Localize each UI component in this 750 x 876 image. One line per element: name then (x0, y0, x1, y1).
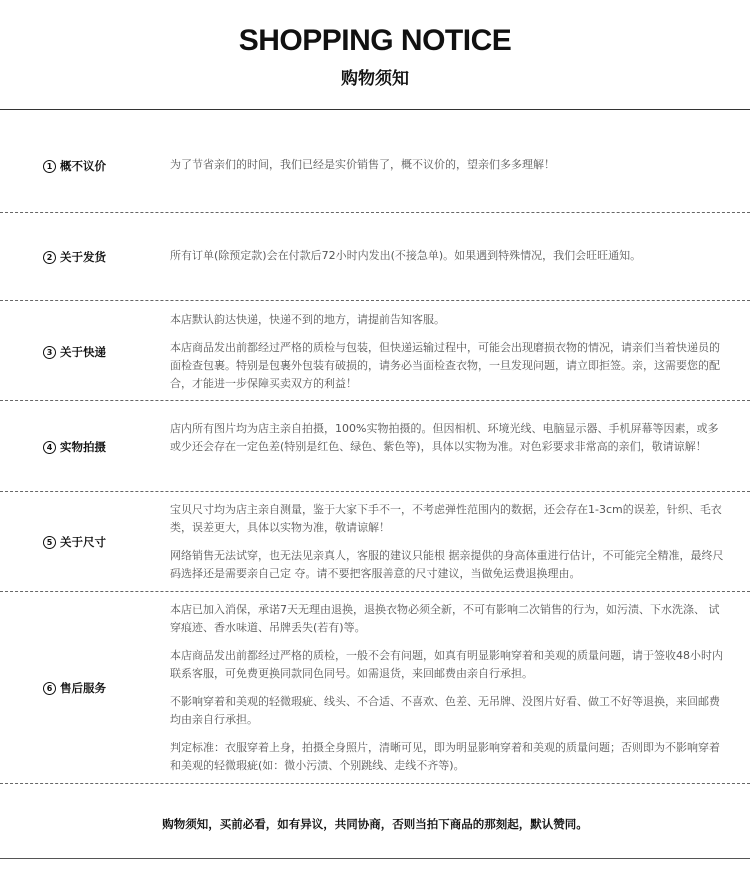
section-label: 6 售后服务 (43, 680, 106, 696)
section-number: 2 (43, 251, 56, 264)
section-paragraph: 判定标准：衣服穿着上身，拍摄全身照片，清晰可见，即为明显影响穿着和美观的质量问题；否则即为不影响穿着和美观的轻微瑕疵(如：微小污渍、个别跳线、走线不齐等)。 (170, 741, 720, 772)
section-label: 3 关于快递 (43, 344, 106, 360)
section-paragraph: 所有订单(除预定款)会在付款后72小时内发出(不接急单)。如果遇到特殊情况，我们会旺旺通知。 (170, 249, 642, 262)
section-paragraph: 店内所有图片均为店主亲自拍摄，100%实物拍摄的。但因相机、环境光线、电脑显示器、手机屏幕等因素，或多或少还会存在一定色差(特别是红色、绿色、紫色等)，具体以实物为准。对色彩要求非常高的亲们，敬请谅解！ (170, 422, 719, 453)
section-paragraph: 本店商品发出前都经过严格的质检，一般不会有问题，如真有明显影响穿着和美观的质量问题，请于签收48小时内联系客服，可免费更换同款同色同号。如需退货，来回邮费由亲自行承担。 (170, 649, 723, 680)
section-paragraph: 不影响穿着和美观的轻微瑕疵、线头、不合适、不喜欢、色差、无吊牌、没图片好看、做工不好等退换，来回邮费均由亲自行承担。 (170, 695, 720, 726)
section-paragraph: 本店已加入消保，承诺7天无理由退换，退换衣物必须全新，不可有影响二次销售的行为，如污渍、下水洗涤、 试穿痕迹、香水味道、吊牌丢失(若有)等。 (170, 603, 720, 634)
notice-section-price (0, 110, 750, 213)
section-content (170, 601, 726, 775)
section-number: 4 (43, 441, 56, 454)
page-title-cn: 购物须知 (341, 69, 409, 89)
section-content (170, 420, 726, 456)
notice-section-courier (0, 301, 750, 401)
notice-section-size (0, 492, 750, 592)
section-label: 4 实物拍摄 (43, 439, 106, 455)
notice-section-photos (0, 401, 750, 492)
section-number: 5 (43, 536, 56, 549)
section-paragraph: 本店商品发出前都经过严格的质检与包装，但快递运输过程中，可能会出现磨损衣物的情况，请亲们当着快递员的面检查包裹。特别是包裹外包装有破损的，请务必当面检查衣物，一旦发现问题，请立即拒签。亲，这需要您的配合，才能进一步保障买卖双方的利益！ (170, 341, 720, 390)
notice-section-after-sales (0, 592, 750, 784)
section-paragraph: 网络销售无法试穿，也无法见亲真人，客服的建议只能根 据亲提供的身高体重进行估计，不可能完全精准，最终尺码选择还是需要亲自己定 夺。请不要把客服善意的尺寸建议，当做免运费退换理由。 (170, 549, 724, 580)
section-label: 2 关于发货 (43, 249, 106, 265)
section-content (170, 501, 726, 583)
section-label: 1 概不议价 (43, 158, 106, 174)
section-paragraph: 为了节省亲们的时间，我们已经是实价销售了，概不议价的，望亲们多多理解！ (170, 158, 555, 171)
section-paragraph: 本店默认韵达快递，快递不到的地方，请提前告知客服。 (170, 313, 445, 326)
page-title-en: SHOPPING NOTICE (238, 24, 512, 57)
section-content (170, 156, 726, 174)
section-number: 3 (43, 346, 56, 359)
section-label: 5 关于尺寸 (43, 534, 106, 550)
notice-section-shipping (0, 213, 750, 301)
footer-divider (0, 858, 750, 859)
section-number: 6 (43, 682, 56, 695)
page-header (0, 0, 750, 110)
section-number: 1 (43, 160, 56, 173)
section-content (170, 311, 726, 393)
section-content (170, 247, 726, 265)
footer-notice: 购物须知，买前必看，如有异议，共同协商，否则当拍下商品的那刻起，默认赞同。 (162, 817, 588, 831)
section-paragraph: 宝贝尺寸均为店主亲自测量，鉴于大家下手不一，不考虑弹性范围内的数据，还会存在1-3cm的误差，针织、毛衣类，误差更大，具体以实物为准，敬请谅解！ (170, 503, 722, 534)
